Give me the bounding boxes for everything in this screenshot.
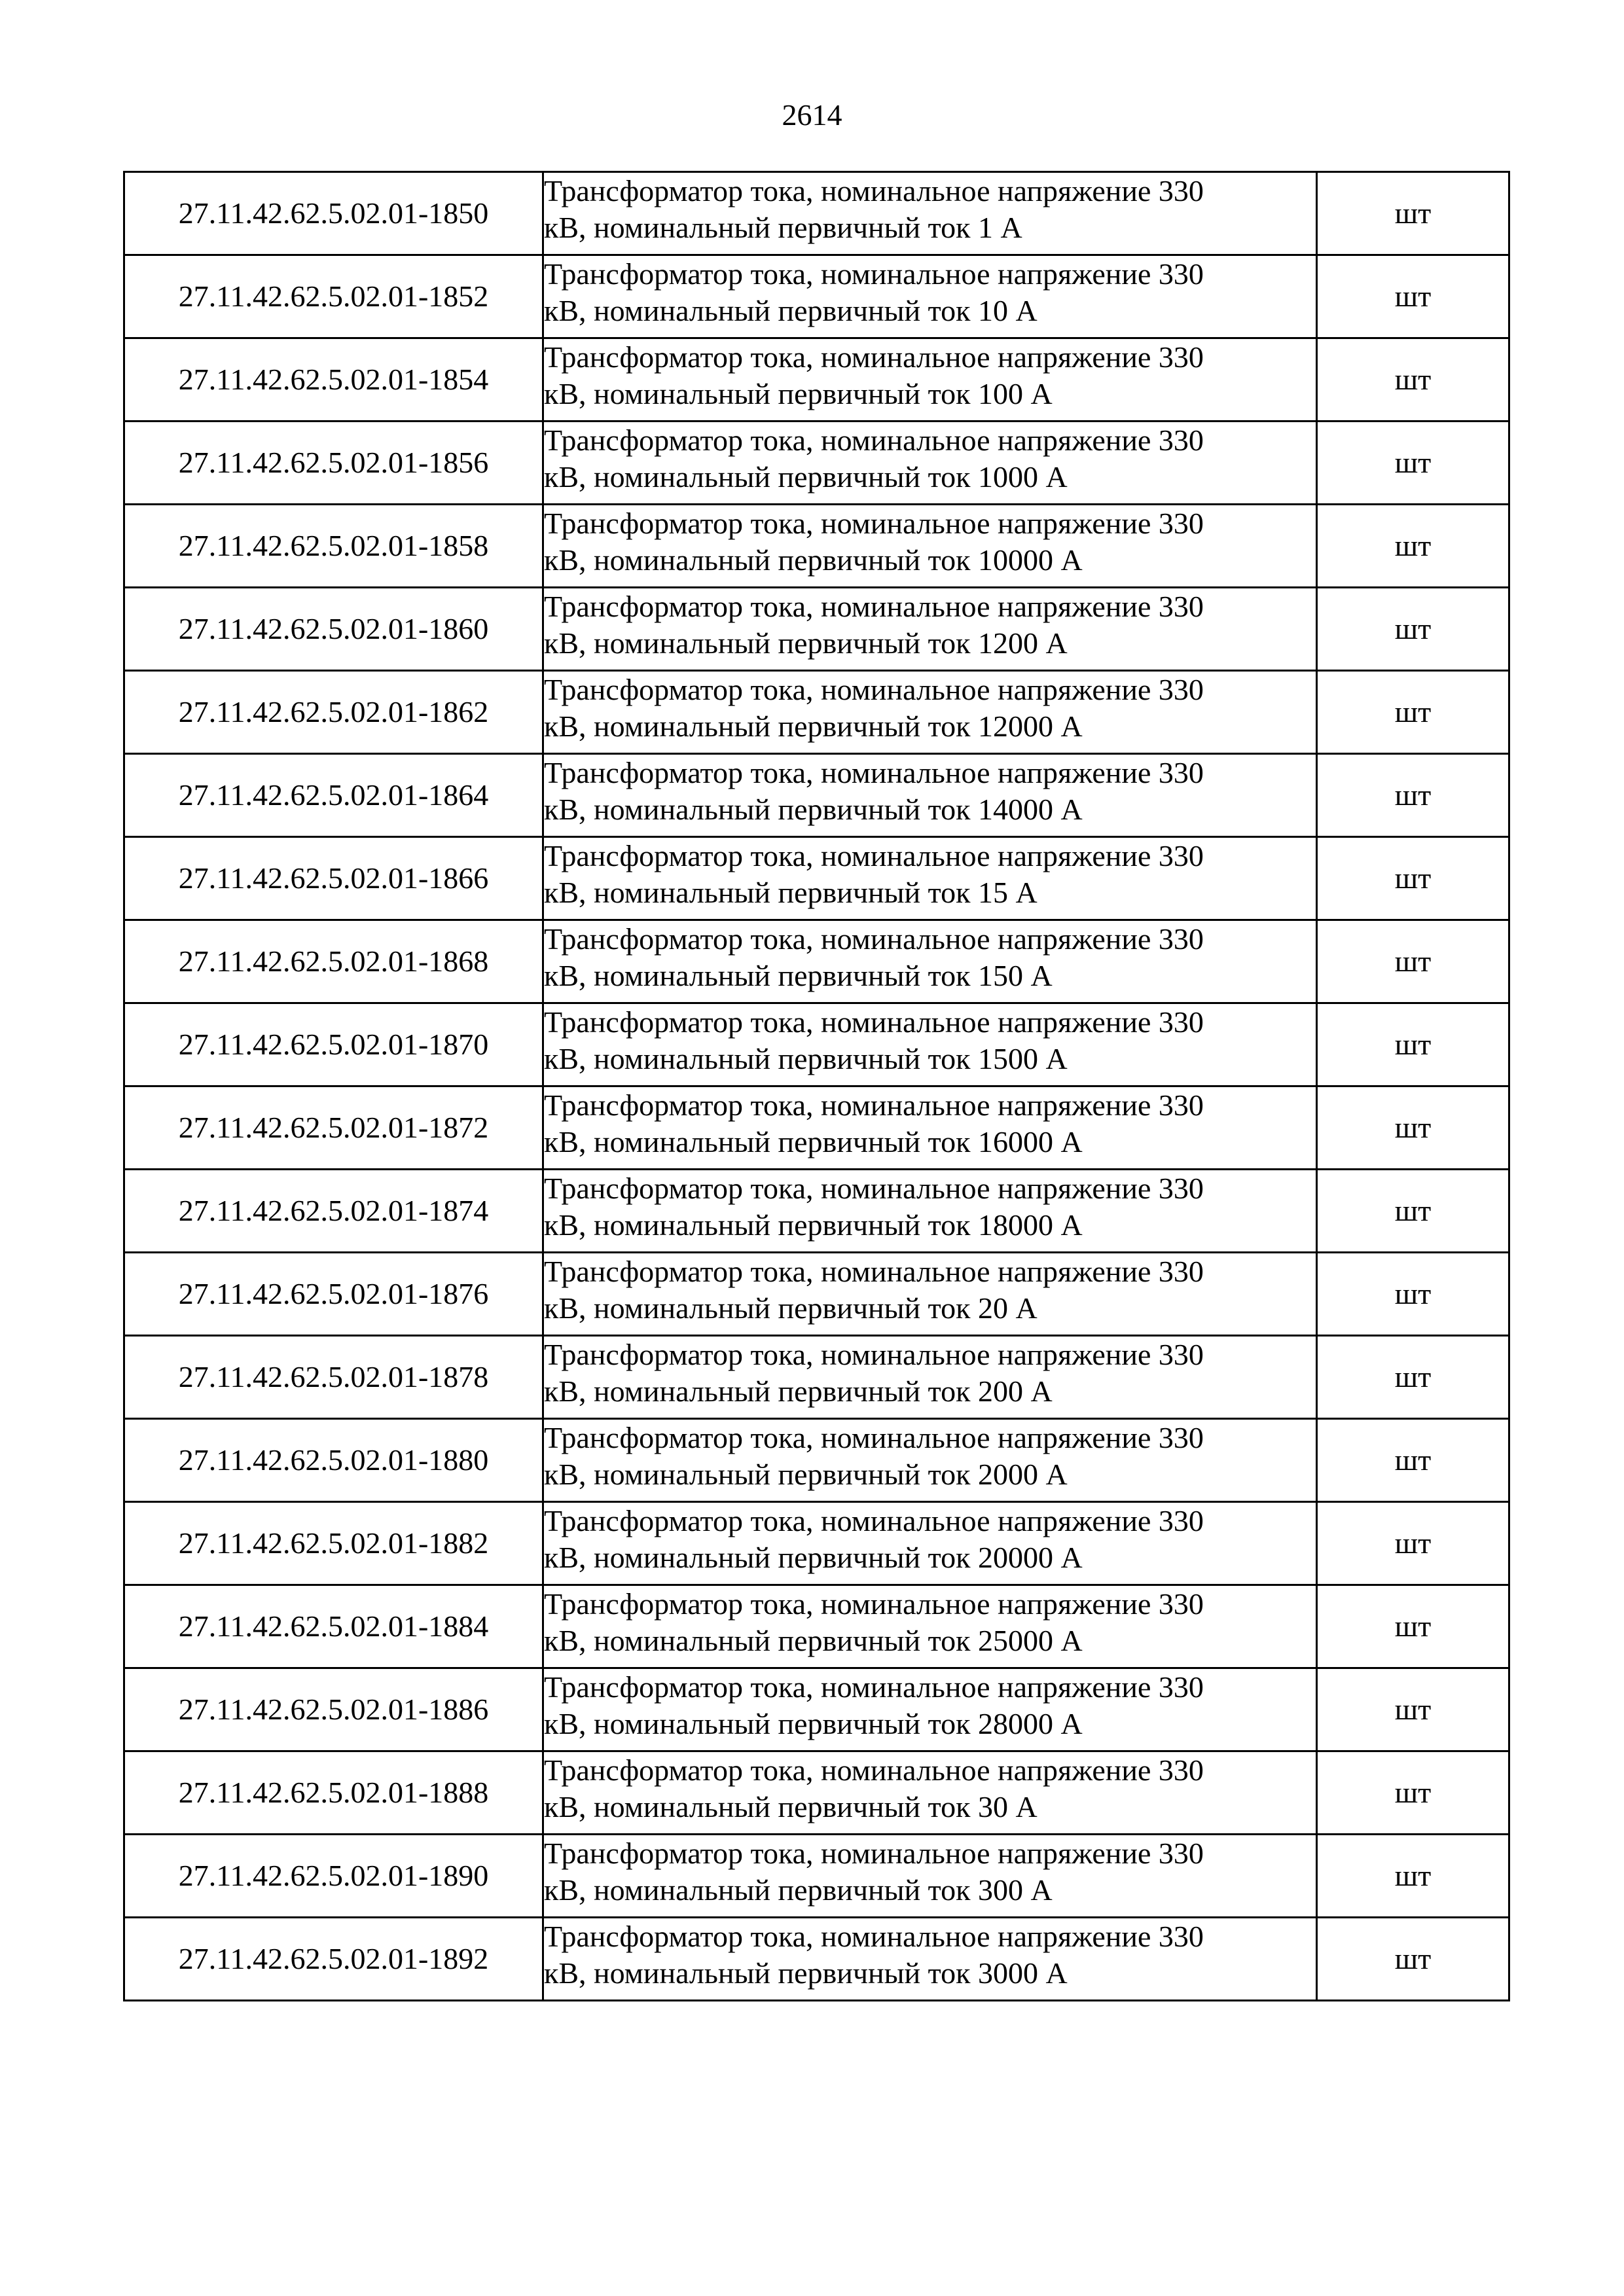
description-line-1: Трансформатор тока, номинальное напряжение 330 bbox=[544, 423, 1204, 457]
description-line-1: Трансформатор тока, номинальное напряжение 330 bbox=[544, 507, 1204, 540]
table-row bbox=[124, 1170, 1509, 1253]
unit-cell: шт bbox=[1317, 754, 1509, 837]
unit-cell: шт bbox=[1317, 920, 1509, 1003]
description-line-2: кВ, номинальный первичный ток 200 А bbox=[544, 1374, 1053, 1408]
table-row bbox=[124, 422, 1509, 505]
table-row bbox=[124, 1668, 1509, 1751]
unit-cell: шт bbox=[1317, 1253, 1509, 1336]
table-row bbox=[124, 172, 1509, 255]
description-line-2: кВ, номинальный первичный ток 150 А bbox=[544, 959, 1053, 992]
description-line-1: Трансформатор тока, номинальное напряжение 330 bbox=[544, 1670, 1204, 1704]
description-line-2: кВ, номинальный первичный ток 10 А bbox=[544, 294, 1038, 327]
table-row bbox=[124, 920, 1509, 1003]
description-line-2: кВ, номинальный первичный ток 1500 А bbox=[544, 1042, 1068, 1075]
table-row bbox=[124, 1918, 1509, 2001]
description-line-2: кВ, номинальный первичный ток 16000 А bbox=[544, 1125, 1083, 1158]
page-number: 2614 bbox=[782, 98, 842, 132]
description-cell bbox=[543, 422, 1317, 505]
description-cell bbox=[543, 1336, 1317, 1419]
description-cell bbox=[543, 920, 1317, 1003]
description-cell bbox=[543, 1585, 1317, 1668]
table-row bbox=[124, 1253, 1509, 1336]
resource-code-cell: 27.11.42.62.5.02.01-1868 bbox=[124, 920, 543, 1003]
unit-cell: шт bbox=[1317, 1419, 1509, 1502]
description-line-2: кВ, номинальный первичный ток 1000 А bbox=[544, 460, 1068, 493]
resource-code-cell: 27.11.42.62.5.02.01-1860 bbox=[124, 588, 543, 671]
table-row bbox=[124, 1751, 1509, 1835]
description-line-2: кВ, номинальный первичный ток 10000 А bbox=[544, 543, 1083, 577]
table-row bbox=[124, 837, 1509, 920]
description-line-1: Трансформатор тока, номинальное напряжение 330 bbox=[544, 1753, 1204, 1787]
table-row bbox=[124, 1003, 1509, 1086]
table-row bbox=[124, 255, 1509, 338]
unit-cell: шт bbox=[1317, 1170, 1509, 1253]
table-body bbox=[124, 172, 1509, 2001]
resource-code-cell: 27.11.42.62.5.02.01-1872 bbox=[124, 1086, 543, 1170]
resource-code-cell: 27.11.42.62.5.02.01-1866 bbox=[124, 837, 543, 920]
unit-cell: шт bbox=[1317, 1835, 1509, 1918]
description-line-2: кВ, номинальный первичный ток 100 А bbox=[544, 377, 1053, 410]
unit-cell: шт bbox=[1317, 588, 1509, 671]
unit-cell: шт bbox=[1317, 1668, 1509, 1751]
resource-code-cell: 27.11.42.62.5.02.01-1864 bbox=[124, 754, 543, 837]
description-line-2: кВ, номинальный первичный ток 14000 А bbox=[544, 793, 1083, 826]
description-cell bbox=[543, 1003, 1317, 1086]
unit-cell: шт bbox=[1317, 422, 1509, 505]
unit-cell: шт bbox=[1317, 1918, 1509, 2001]
unit-cell: шт bbox=[1317, 1502, 1509, 1585]
resource-code-cell: 27.11.42.62.5.02.01-1880 bbox=[124, 1419, 543, 1502]
resource-code-cell: 27.11.42.62.5.02.01-1884 bbox=[124, 1585, 543, 1668]
description-cell bbox=[543, 837, 1317, 920]
description-cell bbox=[543, 671, 1317, 754]
description-line-1: Трансформатор тока, номинальное напряжение 330 bbox=[544, 257, 1204, 291]
description-cell bbox=[543, 1835, 1317, 1918]
description-line-2: кВ, номинальный первичный ток 12000 А bbox=[544, 709, 1083, 743]
description-cell bbox=[543, 1502, 1317, 1585]
unit-cell: шт bbox=[1317, 1336, 1509, 1419]
description-line-2: кВ, номинальный первичный ток 3000 А bbox=[544, 1956, 1068, 1990]
table-row bbox=[124, 1086, 1509, 1170]
unit-cell: шт bbox=[1317, 1585, 1509, 1668]
description-cell bbox=[543, 1419, 1317, 1502]
description-line-2: кВ, номинальный первичный ток 1 А bbox=[544, 211, 1022, 244]
description-line-2: кВ, номинальный первичный ток 300 А bbox=[544, 1873, 1053, 1907]
unit-cell: шт bbox=[1317, 172, 1509, 255]
description-line-2: кВ, номинальный первичный ток 2000 А bbox=[544, 1458, 1068, 1491]
description-line-2: кВ, номинальный первичный ток 1200 А bbox=[544, 626, 1068, 660]
unit-cell: шт bbox=[1317, 338, 1509, 422]
description-line-1: Трансформатор тока, номинальное напряжение 330 bbox=[544, 1172, 1204, 1205]
unit-cell: шт bbox=[1317, 505, 1509, 588]
table-row bbox=[124, 1502, 1509, 1585]
description-line-1: Трансформатор тока, номинальное напряжение 330 bbox=[544, 922, 1204, 956]
unit-cell: шт bbox=[1317, 255, 1509, 338]
description-cell bbox=[543, 1751, 1317, 1835]
description-line-1: Трансформатор тока, номинальное напряжение 330 bbox=[544, 1504, 1204, 1537]
description-line-2: кВ, номинальный первичный ток 20000 А bbox=[544, 1541, 1083, 1574]
description-cell bbox=[543, 588, 1317, 671]
resource-code-cell: 27.11.42.62.5.02.01-1852 bbox=[124, 255, 543, 338]
description-line-1: Трансформатор тока, номинальное напряжение 330 bbox=[544, 1005, 1204, 1039]
unit-cell: шт bbox=[1317, 1003, 1509, 1086]
unit-cell: шт bbox=[1317, 1751, 1509, 1835]
table-row bbox=[124, 338, 1509, 422]
description-cell bbox=[543, 1086, 1317, 1170]
description-line-1: Трансформатор тока, номинальное напряжение 330 bbox=[544, 1338, 1204, 1371]
table-row bbox=[124, 1419, 1509, 1502]
description-line-1: Трансформатор тока, номинальное напряжение 330 bbox=[544, 340, 1204, 374]
description-line-1: Трансформатор тока, номинальное напряжение 330 bbox=[544, 1421, 1204, 1454]
unit-cell: шт bbox=[1317, 1086, 1509, 1170]
description-line-2: кВ, номинальный первичный ток 18000 А bbox=[544, 1208, 1083, 1242]
description-cell bbox=[543, 1170, 1317, 1253]
resource-code-cell: 27.11.42.62.5.02.01-1876 bbox=[124, 1253, 543, 1336]
resource-code-cell: 27.11.42.62.5.02.01-1886 bbox=[124, 1668, 543, 1751]
resource-code-cell: 27.11.42.62.5.02.01-1892 bbox=[124, 1918, 543, 2001]
resource-code-cell: 27.11.42.62.5.02.01-1882 bbox=[124, 1502, 543, 1585]
table-row bbox=[124, 1336, 1509, 1419]
description-line-1: Трансформатор тока, номинальное напряжение 330 bbox=[544, 1255, 1204, 1288]
description-line-2: кВ, номинальный первичный ток 28000 А bbox=[544, 1707, 1083, 1740]
description-cell bbox=[543, 1918, 1317, 2001]
price-table bbox=[123, 171, 1510, 2001]
resource-code-cell: 27.11.42.62.5.02.01-1862 bbox=[124, 671, 543, 754]
resource-code-cell: 27.11.42.62.5.02.01-1874 bbox=[124, 1170, 543, 1253]
description-cell bbox=[543, 754, 1317, 837]
description-line-1: Трансформатор тока, номинальное напряжение 330 bbox=[544, 1920, 1204, 1953]
description-line-1: Трансформатор тока, номинальное напряжение 330 bbox=[544, 590, 1204, 623]
table-row bbox=[124, 671, 1509, 754]
unit-cell: шт bbox=[1317, 671, 1509, 754]
description-line-2: кВ, номинальный первичный ток 20 А bbox=[544, 1291, 1038, 1325]
description-line-1: Трансформатор тока, номинальное напряжение 330 bbox=[544, 1837, 1204, 1870]
resource-code-cell: 27.11.42.62.5.02.01-1888 bbox=[124, 1751, 543, 1835]
table-row bbox=[124, 505, 1509, 588]
resource-code-cell: 27.11.42.62.5.02.01-1854 bbox=[124, 338, 543, 422]
resource-code-cell: 27.11.42.62.5.02.01-1870 bbox=[124, 1003, 543, 1086]
table-row bbox=[124, 588, 1509, 671]
description-cell bbox=[543, 1253, 1317, 1336]
resource-code-cell: 27.11.42.62.5.02.01-1878 bbox=[124, 1336, 543, 1419]
description-line-1: Трансформатор тока, номинальное напряжение 330 bbox=[544, 756, 1204, 789]
table-row bbox=[124, 1585, 1509, 1668]
description-line-2: кВ, номинальный первичный ток 15 А bbox=[544, 876, 1038, 909]
description-line-1: Трансформатор тока, номинальное напряжение 330 bbox=[544, 1587, 1204, 1621]
description-cell bbox=[543, 1668, 1317, 1751]
description-cell bbox=[543, 338, 1317, 422]
description-cell bbox=[543, 255, 1317, 338]
description-cell bbox=[543, 505, 1317, 588]
description-line-1: Трансформатор тока, номинальное напряжение 330 bbox=[544, 1088, 1204, 1122]
table-row bbox=[124, 754, 1509, 837]
description-line-1: Трансформатор тока, номинальное напряжение 330 bbox=[544, 174, 1204, 207]
resource-code-cell: 27.11.42.62.5.02.01-1890 bbox=[124, 1835, 543, 1918]
description-line-1: Трансформатор тока, номинальное напряжение 330 bbox=[544, 839, 1204, 872]
resource-code-cell: 27.11.42.62.5.02.01-1850 bbox=[124, 172, 543, 255]
description-line-2: кВ, номинальный первичный ток 30 А bbox=[544, 1790, 1038, 1823]
resource-code-cell: 27.11.42.62.5.02.01-1858 bbox=[124, 505, 543, 588]
description-line-1: Трансформатор тока, номинальное напряжение 330 bbox=[544, 673, 1204, 706]
resource-code-cell: 27.11.42.62.5.02.01-1856 bbox=[124, 422, 543, 505]
table-row bbox=[124, 1835, 1509, 1918]
unit-cell: шт bbox=[1317, 837, 1509, 920]
description-line-2: кВ, номинальный первичный ток 25000 А bbox=[544, 1624, 1083, 1657]
description-cell bbox=[543, 172, 1317, 255]
